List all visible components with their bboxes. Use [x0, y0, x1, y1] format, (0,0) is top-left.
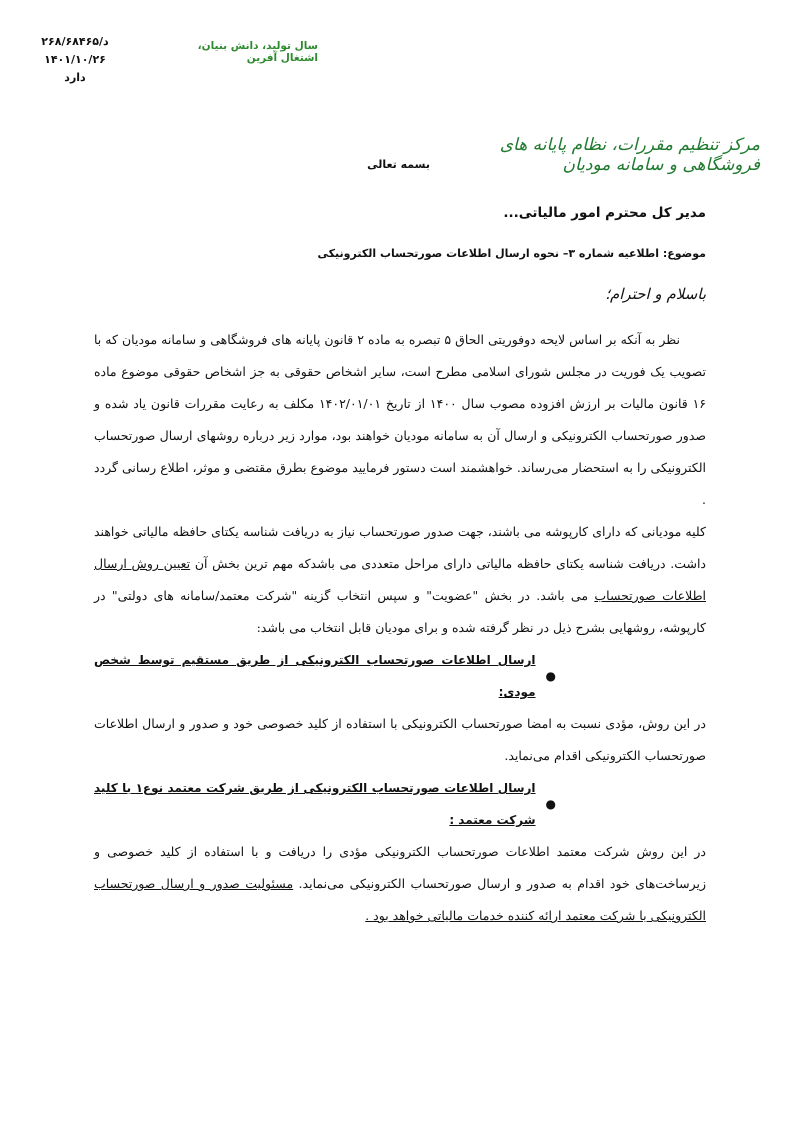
bullet-1-title: ارسال اطلاعات صورتحساب الکترونیکی از طریق مستقیم توسط شخص مودی:	[94, 653, 536, 699]
letter-subject: موضوع: اطلاعیه شماره ۳– نحوه ارسال اطلاعات صورتحساب الکترونیکی	[317, 247, 706, 260]
greeting: باسلام و احترام؛	[605, 285, 706, 303]
bullet-dot-icon: ●	[545, 797, 556, 811]
basmala: بسمه تعالی	[367, 158, 430, 171]
paragraph-1: نظر به آنکه بر اساس لایحه دوفوریتی الحاق ۵ تبصره به ماده ۲ قانون پایانه های فروشگاهی و سامانه مودیان که با تصویب یک فوریت در مجلس شورای اسلامی مطرح است، سایر اشخاص حقوقی به جز اشخاص حقوقی موضوع ماده ۱۶ قانون مالیات بر ارزش افزوده مصوب سال ۱۴۰۰ از تاریخ ۱۴۰۲/۰۱/۰۱ مکلف به رعایت مقررات قانون یاد شده و صدور صورتحساب الکترونیکی و ارسال آن به سامانه مودیان خواهند بود، موارد زیر درباره روشهای ارسال صورتحساب الکترونیکی را به استحضار می‌رساند. خواهشمند است دستور فرمایید موضوع بطرق مقتضی و موثر، اطلاع رسانی گردد .	[94, 332, 706, 507]
letter-meta	[30, 34, 120, 88]
bullet-2-text-a: در این روش شرکت معتمد اطلاعات صورتحساب الکترونیکی مؤدی را دریافت و با استفاده از کلید خصوصی و زیرساخت‌های خود اقدام به صدور و ارسال صورتحساب الکترونیکی می‌نماید.	[94, 844, 706, 891]
bullet-1-text: در این روش، مؤدی نسبت به امضا صورتحساب الکترونیکی با استفاده از کلید خصوصی خود و صدور و ارسال اطلاعات صورتحساب الکترونیکی اقدام می‌نماید.	[94, 716, 706, 763]
letter-attachment: دارد	[64, 71, 86, 84]
bullet-dot-icon: ●	[545, 669, 556, 683]
bullet-2-heading	[94, 772, 556, 836]
bullet-2-text	[94, 836, 706, 932]
bullet-2-title: ارسال اطلاعات صورتحساب الکترونیکی از طریق شرکت معتمد نوع۱ با کلید شرکت معتمد :	[94, 781, 536, 827]
paragraph-2-text-b: می باشد. در بخش "عضویت" و سپس انتخاب گزینه "شرکت معتمد/سامانه های دولتی" در کارپوشه، روشهایی بشرح ذیل در نظر گرفته شده و برای مودیان قابل انتخاب می باشد:	[94, 588, 706, 635]
bullet-2-underlined: مسئولیت صدور و ارسال صورتحساب الکترونیکی با شرکت معتمد ارائه کننده خدمات مالیاتی خواهد بود .	[94, 876, 706, 923]
letter-date: ۱۴۰۱/۱۰/۲۶	[44, 53, 106, 66]
letter-body	[94, 324, 706, 932]
year-slogan: سال تولید، دانش بنیان، اشتغال آفرین	[197, 40, 318, 64]
recipient-title: مدیر کل محترم امور مالیاتی...	[503, 205, 706, 221]
letter-number: د/۲۶۸/۶۸۴۶۵	[41, 35, 109, 48]
paragraph-2-text-a: کلیه مودیانی که دارای کارپوشه می باشند، جهت صدور صورتحساب نیاز به دریافت شناسه یکتای حافظه مالیاتی خواهند داشت. دریافت شناسه یکتای حافظه مالیاتی دارای مراحل متعددی می باشدکه مهم ترین بخش آن	[94, 524, 706, 571]
paragraph-2	[94, 516, 706, 644]
center-name-logo: مرکز تنظیم مقررات، نظام پایانه های فروشگاهی و سامانه مودیان	[499, 135, 760, 175]
bullet-1-heading	[94, 644, 556, 708]
paragraph-2-underlined: تعیین روش ارسال اطلاعات صورتحساب	[94, 556, 706, 603]
